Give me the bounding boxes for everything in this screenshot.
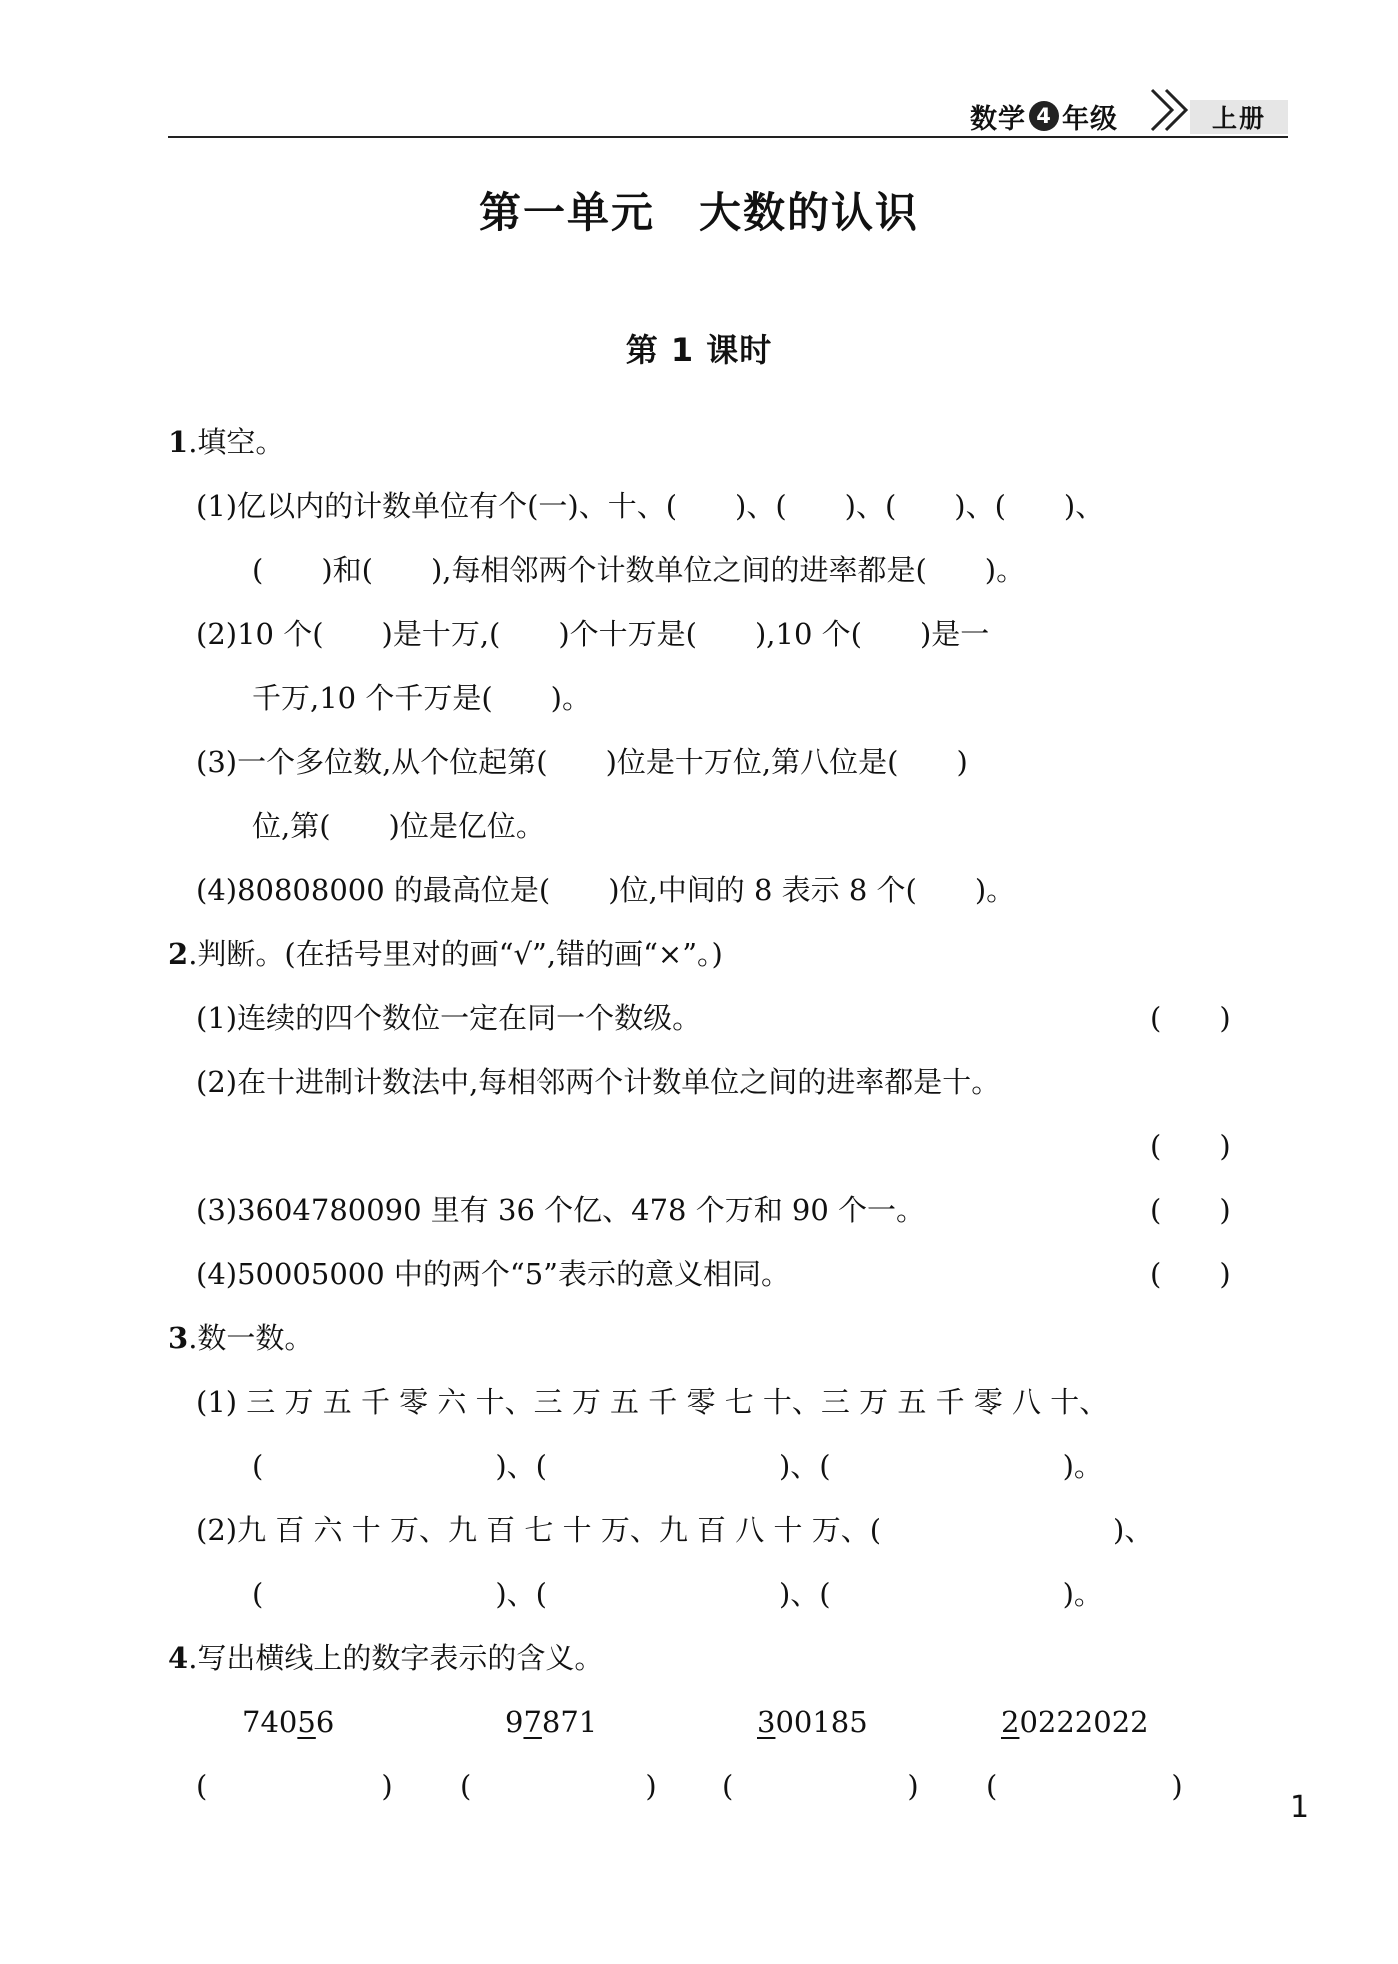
q1-item2-line2: 千万,10 个千万是( )。: [252, 681, 591, 715]
q4-number-2-digit: 7: [523, 1705, 542, 1739]
q2-item3-answer-box[interactable]: ( ): [1150, 1193, 1231, 1227]
q3-title: .数一数。: [188, 1321, 314, 1355]
q1-item3-line1: (3)一个多位数,从个位起第( )位是十万位,第八位是( ): [196, 745, 968, 779]
q4-answer-box-2[interactable]: ( ): [460, 1769, 657, 1803]
q1-item1-line2: ( )和( ),每相邻两个计数单位之间的进率都是( )。: [252, 553, 1026, 587]
q1-item2-line1: (2)10 个( )是十万,( )个十万是( ),10 个( )是一: [196, 617, 990, 651]
q2-heading: [168, 934, 723, 974]
page-number: 1: [1290, 1790, 1310, 1825]
q4-number-4-post: 0222022: [1019, 1705, 1149, 1739]
q4-number-1-pre: 740: [242, 1705, 298, 1739]
q1-item1-line1: (1)亿以内的计数单位有个(一)、十、( )、( )、( )、( )、: [196, 489, 1105, 523]
q4-answer-box-4[interactable]: ( ): [986, 1769, 1183, 1803]
q2-title: .判断。(在括号里对的画“√”,错的画“×”。): [188, 937, 723, 971]
q4-number-1-post: 6: [315, 1705, 335, 1739]
double-chevron-icon: [1148, 84, 1194, 136]
q4-heading: [168, 1638, 603, 1678]
q2-item1-answer-box[interactable]: ( ): [1150, 1001, 1231, 1035]
q3-item2-line2: ( )、( )、( )。: [252, 1577, 1103, 1611]
q4-number-2: [505, 1702, 597, 1742]
q4-number-1: [242, 1702, 334, 1742]
q1-title: .填空。: [188, 425, 285, 459]
volume-tab: 上册: [1190, 100, 1288, 134]
grade-number-badge: 4: [1029, 101, 1059, 131]
q4-number-2-post: 871: [541, 1705, 598, 1739]
q4-number-3: [757, 1702, 868, 1742]
q3-number: 3: [168, 1321, 189, 1355]
q4-number-2-pre: 9: [505, 1705, 524, 1739]
header-subject-grade: [970, 96, 1118, 136]
q4-number-1-digit: 5: [297, 1705, 316, 1739]
q2-number: 2: [168, 937, 189, 971]
grade-suffix: 年级: [1062, 103, 1118, 135]
q4-number-4: [1001, 1702, 1149, 1742]
q2-item3: (3)3604780090 里有 36 个亿、478 个万和 90 个一。: [196, 1193, 926, 1227]
lesson-title: 第 1 课时: [625, 331, 773, 369]
q4-number-3-post: 00185: [775, 1705, 868, 1739]
q1-item4-line1: (4)80808000 的最高位是( )位,中间的 8 表示 8 个( )。: [196, 873, 1016, 907]
subject-label: 数学: [970, 103, 1026, 135]
q2-item4: (4)50005000 中的两个“5”表示的意义相同。: [196, 1257, 791, 1291]
q2-item4-answer-box[interactable]: ( ): [1150, 1257, 1231, 1291]
q4-number-3-digit: 3: [757, 1705, 776, 1739]
q4-number: 4: [168, 1641, 189, 1675]
q1-heading: [168, 422, 284, 462]
header-rule: [168, 136, 1288, 138]
q4-title: .写出横线上的数字表示的含义。: [188, 1641, 604, 1675]
q3-heading: [168, 1318, 313, 1358]
unit-title: 第一单元 大数的认识: [478, 188, 919, 237]
q3-item1-line1: (1) 三 万 五 千 零 六 十、三 万 五 千 零 七 十、三 万 五 千 零 八 十、: [196, 1385, 1109, 1419]
q3-item1-line2: ( )、( )、( )。: [252, 1449, 1103, 1483]
q1-number: 1: [168, 425, 189, 459]
q4-answer-box-1[interactable]: ( ): [196, 1769, 393, 1803]
q4-number-4-digit: 2: [1001, 1705, 1020, 1739]
q3-item2-line1: (2)九 百 六 十 万、九 百 七 十 万、九 百 八 十 万、( )、: [196, 1513, 1154, 1547]
q4-answer-box-3[interactable]: ( ): [722, 1769, 919, 1803]
q1-item3-line2: 位,第( )位是亿位。: [252, 809, 545, 843]
q2-item1: (1)连续的四个数位一定在同一个数级。: [196, 1001, 702, 1035]
q2-item2: (2)在十进制计数法中,每相邻两个计数单位之间的进率都是十。: [196, 1065, 1001, 1099]
q2-item2-answer-box[interactable]: ( ): [1150, 1129, 1231, 1163]
